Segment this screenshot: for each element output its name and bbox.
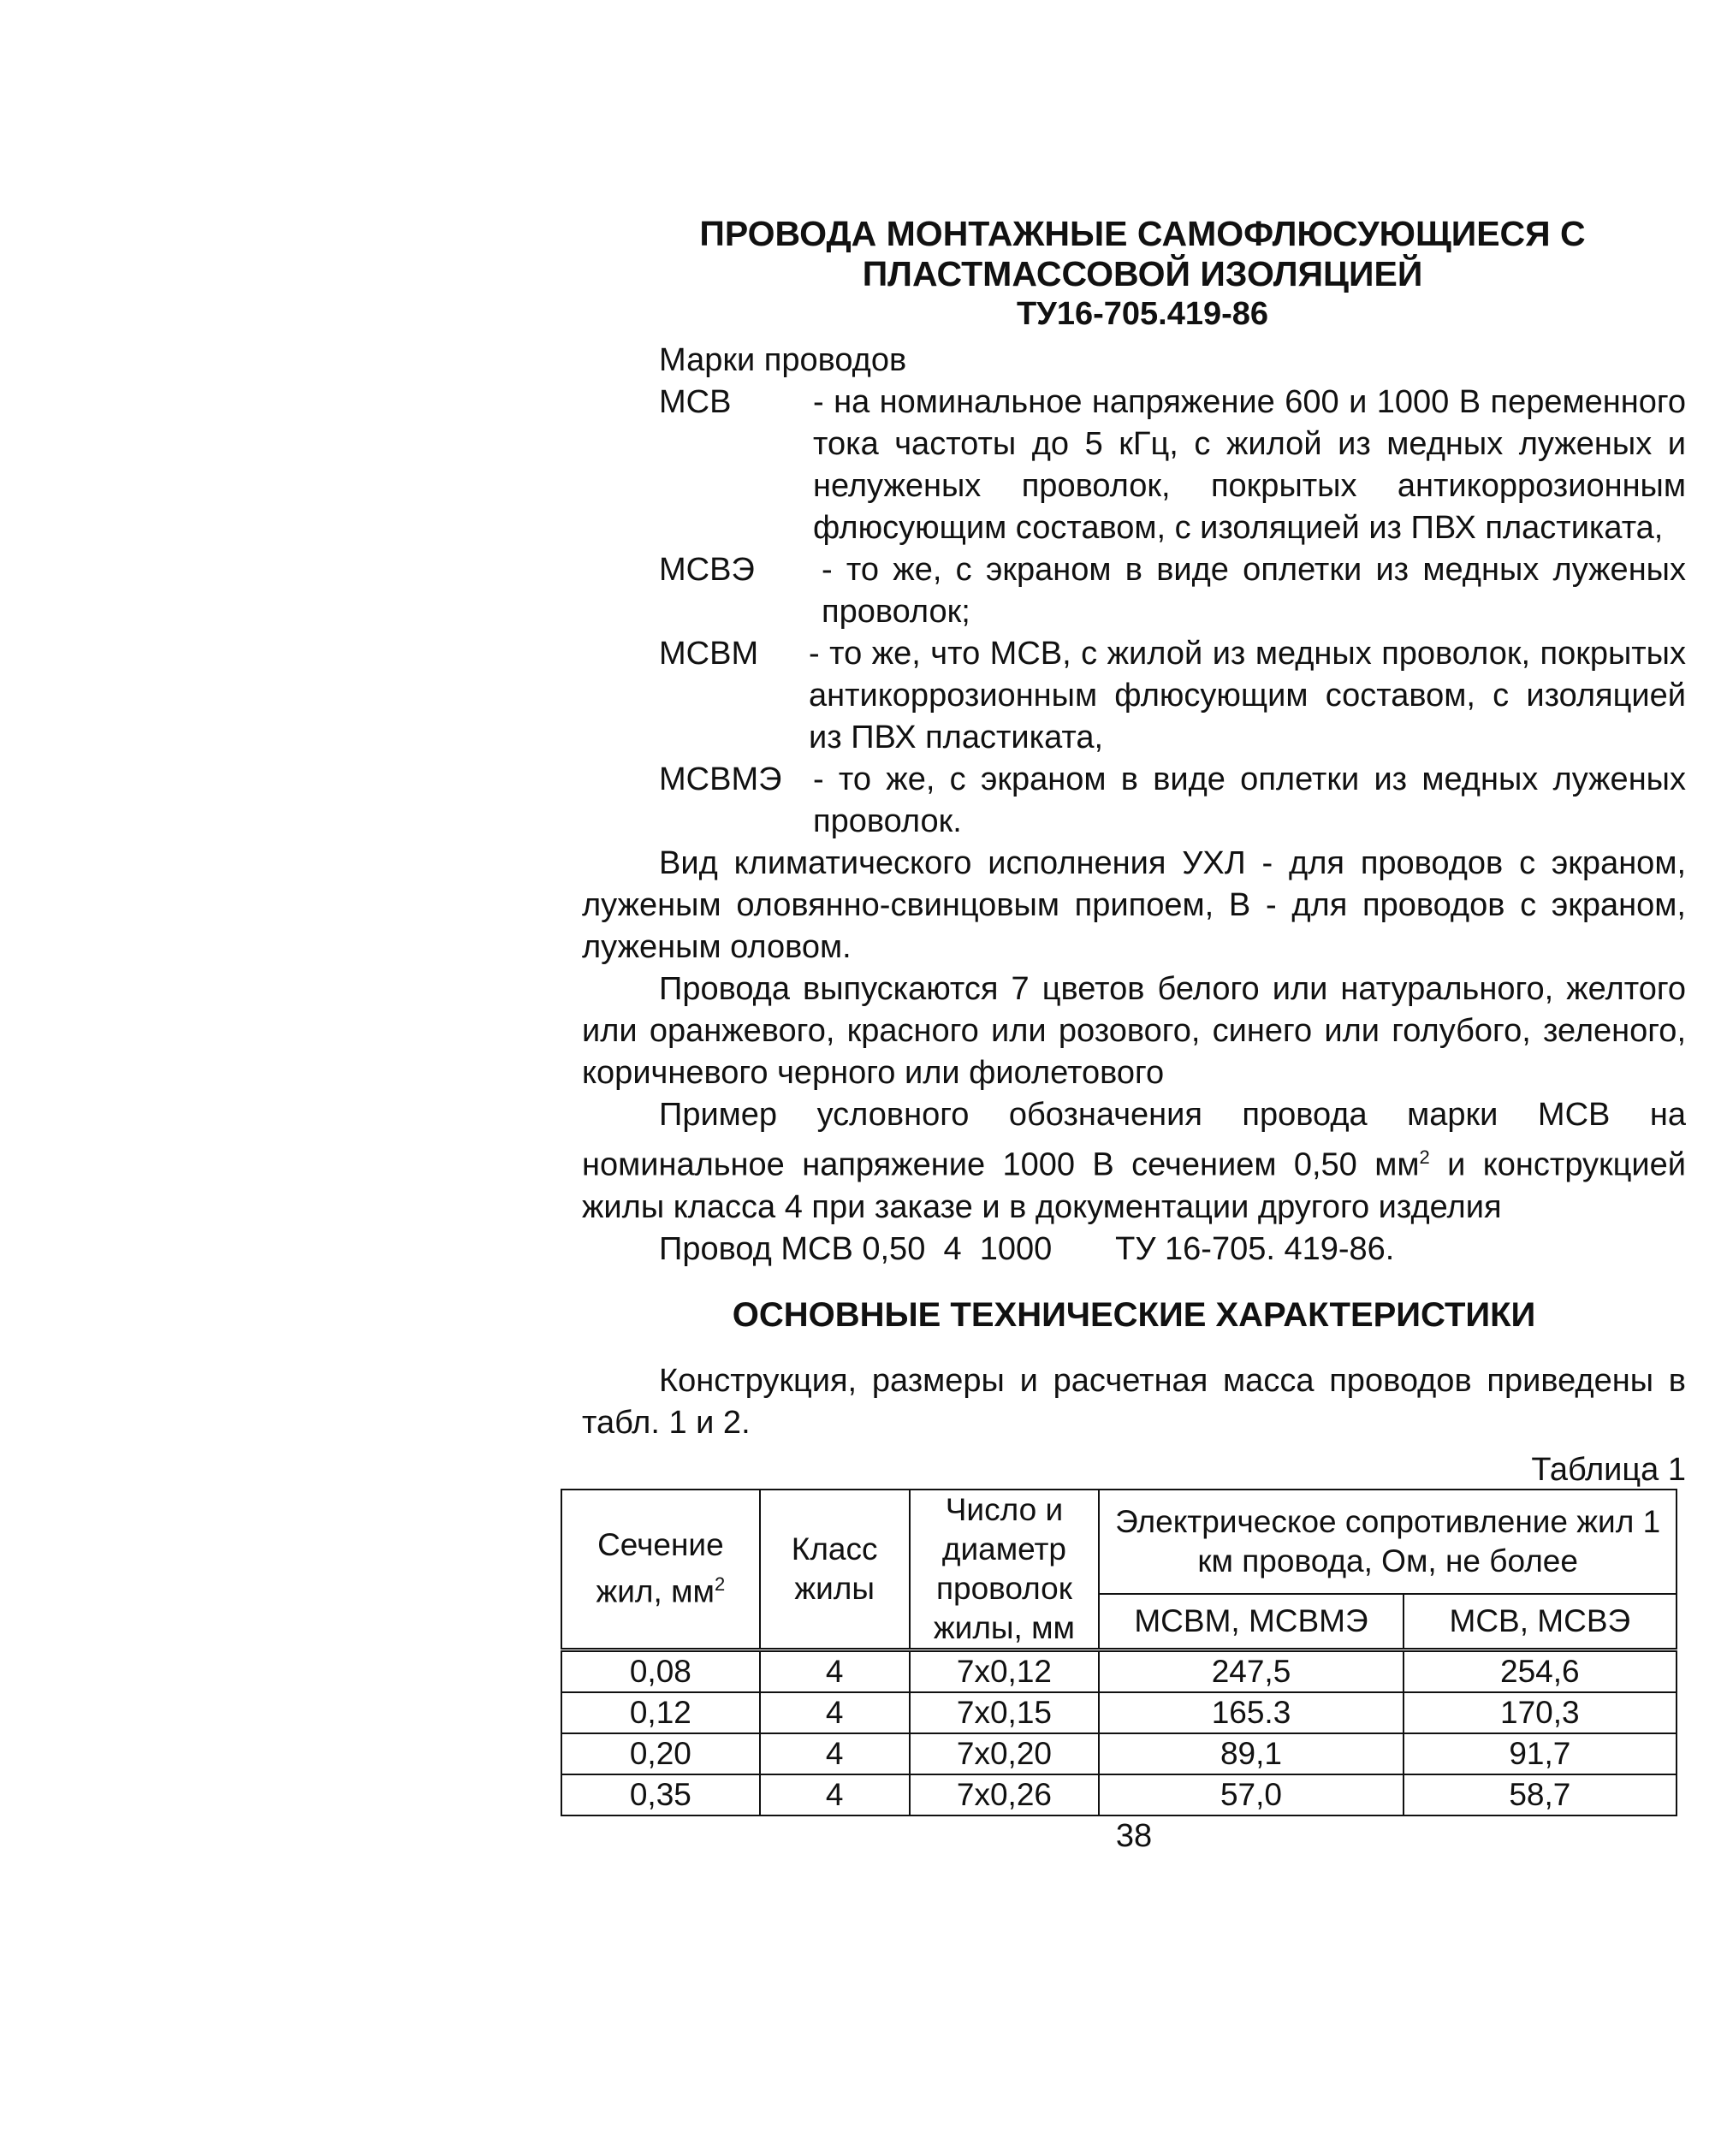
brand-description: - на номинальное напряжение 600 и 1000 В переменного тока частоты до 5 кГц, с жилой из медных луженых и нелуженых проволок, покрытых антикоррозионным флюсующим составом, с изоляцией из ПВХ пластиката, [813,384,1686,546]
climate-paragraph: Вид климатического исполнения УХЛ - для проводов с экраном, луженым оловянно-свинцовым припоем, В - для проводов с экраном, луженым оловом. [582,845,1686,965]
title-line-1: ПРОВОДА МОНТАЖНЫЕ САМОФЛЮСУЮЩИЕСЯ С [699,214,1586,253]
brands-heading: Марки проводов [659,342,907,378]
header-msvm: МСВМ, МСВМЭ [1099,1594,1403,1650]
brand-code: МСВМЭ [659,761,782,797]
table-row [561,1692,1677,1733]
table-cell: 0,20 [561,1733,760,1774]
table-cell: 170,3 [1404,1692,1677,1733]
title-spec-code: ТУ16-705.419-86 [1016,296,1269,332]
table-caption: Таблица 1 [1531,1451,1686,1488]
table-cell: 91,7 [1404,1733,1677,1774]
brand-description: - то же, с экраном в виде оплетки из медных луженых проволок. [813,761,1686,839]
table-cell: 0,12 [561,1692,760,1733]
colors-paragraph: Провода выпускаются 7 цветов белого или натурального, желтого или оранжевого, красного или розового, синего или голубого, зеленого, коричневого черного или фиолетового [582,971,1686,1091]
table-row [561,1733,1677,1774]
table-row [561,1774,1677,1815]
table-row [561,1650,1677,1692]
table-cell: 58,7 [1404,1774,1677,1815]
table-cell: 7х0,12 [910,1650,1100,1692]
brand-item [659,549,1686,633]
superscript: 2 [1419,1146,1430,1168]
section-title: ОСНОВНЫЕ ТЕХНИЧЕСКИЕ ХАРАКТЕРИСТИКИ [732,1295,1536,1334]
brand-description: - то же, с экраном в виде оплетки из медных луженых проволок; [822,552,1686,630]
header-class: Класс жилы [760,1490,910,1650]
brand-code: МСВ [659,384,732,420]
example-paragraph [582,1094,1686,1229]
document-title [582,214,1686,335]
table-cell: 4 [760,1733,910,1774]
header-wires: Число и диаметр проволок жилы, мм [910,1490,1100,1650]
table-cell: 7х0,20 [910,1733,1100,1774]
header-section-text: Сечение жил, мм [596,1527,724,1609]
brand-item [659,633,1686,759]
brand-description: - то же, что МСВ, с жилой из медных проволок, покрытых антикоррозионным флюсующим составом, с изоляцией из ПВХ пластиката, [809,636,1686,755]
title-line-2: ПЛАСТМАССОВОЙ ИЗОЛЯЦИЕЙ [862,254,1423,293]
table-cell: 254,6 [1404,1650,1677,1692]
document-page [582,214,1686,1855]
table-cell: 4 [760,1650,910,1692]
table-cell: 247,5 [1099,1650,1403,1692]
table-header-row [561,1490,1677,1595]
table-cell: 0,08 [561,1650,760,1692]
table-cell: 165.3 [1099,1692,1403,1733]
brand-item [659,759,1686,843]
table-cell: 4 [760,1692,910,1733]
table-cell: 7х0,15 [910,1692,1100,1733]
example-text-b: и конструкцией жилы класса 4 при заказе и в документации другого изделия [582,1146,1687,1225]
header-resistance: Электрическое сопротивление жил 1 км провода, Ом, не более [1099,1490,1677,1595]
header-section [561,1490,760,1650]
data-table [561,1489,1677,1816]
brand-code: МСВЭ [659,552,755,588]
construction-paragraph: Конструкция, размеры и расчетная масса проводов приведены в табл. 1 и 2. [582,1362,1686,1441]
table-cell: 89,1 [1099,1733,1403,1774]
table-cell: 0,35 [561,1774,760,1815]
brand-code: МСВМ [659,636,759,672]
table-cell: 57,0 [1099,1774,1403,1815]
header-msv: МСВ, МСВЭ [1404,1594,1677,1650]
example-text-a: Пример условного обозначения провода марки МСВ на номинальное напряжение 1000 В сечением 0,50 мм [582,1097,1686,1183]
superscript: 2 [714,1573,726,1596]
example-designation: Провод МСВ 0,50 4 1000 ТУ 16-705. 419-86. [659,1230,1395,1267]
table-cell: 4 [760,1774,910,1815]
table-cell: 7х0,26 [910,1774,1100,1815]
brand-item [659,382,1686,549]
page-number: 38 [1115,1817,1153,1854]
